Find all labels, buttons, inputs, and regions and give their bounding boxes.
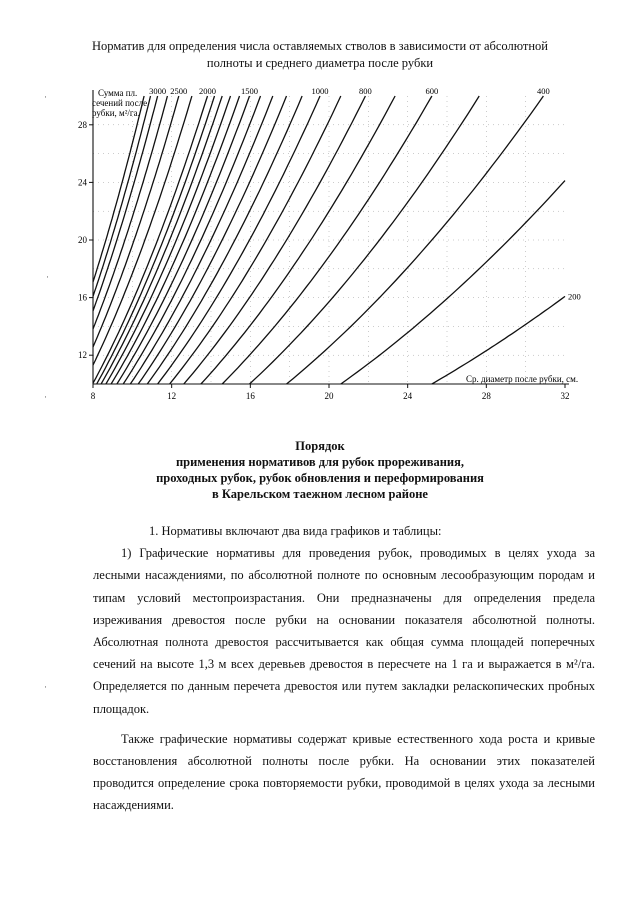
heading-line-2: применения нормативов для рубок прореживания,: [175, 455, 465, 469]
curve-label-1500: 1500: [241, 86, 259, 96]
scan-mark: ·: [44, 682, 47, 692]
scan-mark: ·: [46, 272, 49, 282]
y-axis-title-line-2: сечений после: [92, 98, 148, 108]
y-tick-label: 20: [78, 235, 87, 245]
x-tick-label: 12: [167, 391, 177, 401]
stems-curve-3200: [93, 96, 151, 296]
y-axis-title-line-3: рубки, м²/га.: [92, 108, 140, 118]
x-tick-label: 28: [481, 391, 491, 401]
curve-label-800: 800: [359, 86, 372, 96]
x-tick-label: 20: [324, 391, 334, 401]
stems-curve-2500: [93, 96, 179, 347]
curve-label-400: 400: [537, 86, 550, 96]
y-tick-label: 24: [78, 177, 87, 188]
heading-line-4: в Карельском таежном лесном районе: [212, 487, 428, 501]
title-line-2: полноты и среднего диаметра после рубки: [206, 56, 434, 70]
heading-line-1: Порядок: [295, 439, 345, 453]
x-axis-title: Ср. диаметр после рубки, см.: [466, 374, 579, 384]
scan-mark: ·: [44, 92, 47, 102]
item-1: 1. Нормативы включают два вида графиков и таблицы:: [149, 524, 442, 538]
x-tick-label: 24: [403, 391, 413, 401]
stems-norm-chart: [0, 0, 640, 420]
paragraph-2: Также графические нормативы содержат кривые естественного хода роста и кривые восстановления абсолютной полноты после рубки. На основании этих показателей проводится определение срока повторяемости рубки, проводимой в целях ухода за лесными насаждениями.: [93, 731, 595, 813]
stems-curve-2750: [93, 96, 167, 329]
curve-label-3000: 3000: [149, 86, 167, 96]
stems-curve-3400: [93, 96, 144, 282]
x-tick-label: 32: [560, 391, 570, 401]
procedure-heading: [100, 438, 540, 502]
curve-label-2000: 2000: [198, 86, 216, 96]
stems-curve-400: [287, 96, 544, 384]
y-axis-title-line-1: Сумма пл.: [98, 88, 138, 98]
x-tick-label: 16: [245, 391, 255, 401]
body-text: [93, 520, 595, 817]
y-tick-label: 28: [78, 119, 87, 130]
stems-curve-1200: [138, 96, 286, 384]
heading-line-3: проходных рубок, рубок обновления и переформирования: [156, 471, 484, 485]
y-tick-label: 16: [78, 292, 87, 303]
curve-label-2500: 2500: [170, 86, 188, 96]
x-tick-label: 8: [90, 391, 96, 401]
y-tick-label: 12: [78, 350, 87, 361]
scan-mark: ·: [44, 392, 47, 402]
curve-label-1000: 1000: [311, 86, 329, 96]
curve-label-600: 600: [425, 86, 439, 96]
paragraph-1: 1) Графические нормативы для проведения рубок, проводимых в целях ухода за лесными насаждениями, по абсолютной полноте по основным лесообразующим породам и типам условий местопроизрастания. Они предназначены для определения предела изреживания древостоя после рубки на основании показателя абсолютной полноты. Абсолютная полнота древостоя рассчитывается как общая сумма площадей поперечных сечений на высоте 1,3 м всех деревьев древостоя в пересчете на 1 га и выражается в м²/га. Определяется по данным перечета древостоя или путем закладки реласкопических пробных площадок.: [93, 546, 595, 716]
stems-curve-300: [341, 181, 565, 384]
stems-curve-200: [432, 296, 565, 384]
title-line-1: Норматив для определения числа оставляемых стволов в зависимости от абсолютной: [91, 39, 548, 53]
curve-label-200: 200: [568, 291, 581, 302]
